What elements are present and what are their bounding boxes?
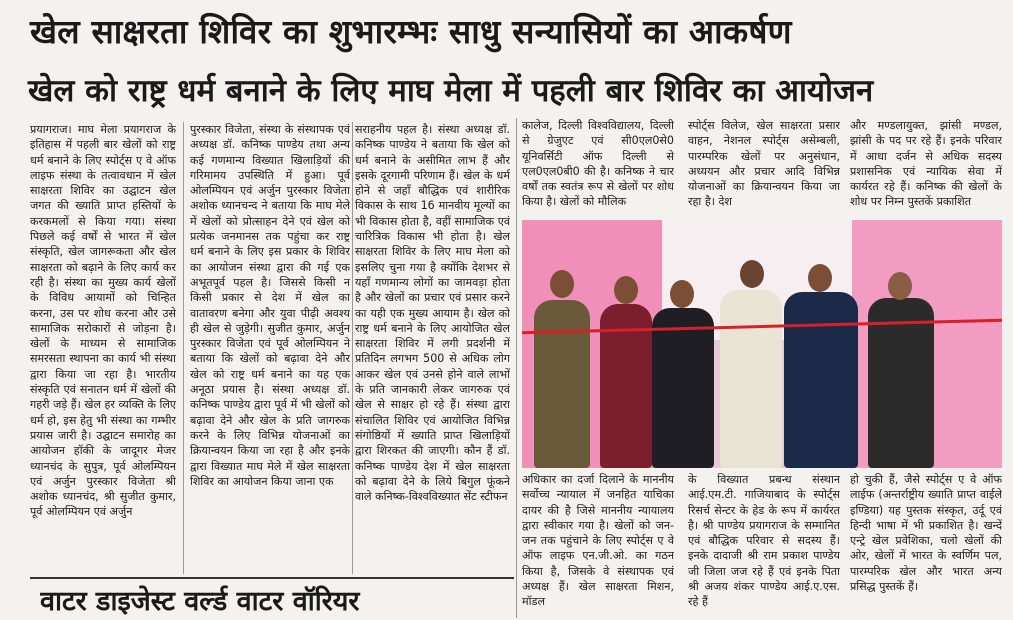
person-head — [550, 270, 574, 298]
column-text: प्रयागराज। माघ मेला प्रयागराज के इतिहास में पहली बार खेलों को राष्ट्र धर्म बनाने के लिए स्पोर्ट्स ए वे ऑफ लाइफ संस्था के तत्वावधान में खेल साक्षरता शिविर का उद्घाटन खेल जगत की ख्याति प्राप्त हस्तियों के करकमलों से किया गया। संस्था पिछले कई वर्षों से भारत में खेल संस्कृति, खेल जागरूकता और खेल साक्षरता को बढ़ाने के लिए कार्य कर रही है। संस्था का मुख्य कार्य खेलों के विविध आयामों को चिन्हित करना, उस पर शोध करना और उसे सामाजिक सरोकारों से जोड़ना है। खेलों के माध्यम से सामाजिक समरसता स्थापना का कार्य भी संस्था द्वारा किया जा रहा है। भारतीय संस्कृति एवं सनातन धर्म में खेलों की गहरी जड़े हैं। खेल हर व्यक्ति के लिए धर्म हो, इस हेतु भी संस्था का गम्भीर प्रयास जारी है। उद्घाटन समारोह का आयोजन हॉकी के जादूगर मेजर ध्यानचंद के सुपुत्र, पूर्व ओलम्पियन एवं अर्जुन पुरस्कार विजेता श्री अशोक ध्यानचंद, श्री सुजीत कुमार, पूर्व ओलम्पियन एवं अर्जुन — [30, 123, 176, 519]
column-text: कालेज, दिल्ली विश्वविद्यालय, दिल्ली से ग्रेजुएट एवं सी0एल0से0 यूनिवर्सिटी ऑफ दिल्ली से एल0एल0बी0 की है। कनिष्क ने चार वर्षों तक स्वतंत्र रूप से खेलों पर शोध किया है। खेलों को मौलिक — [522, 119, 674, 209]
column-text: सराहनीय पहल है। संस्था अध्यक्ष डॉ. कनिष्क पाण्डेय ने बताया कि खेल को धर्म बनाने के असीमित लाभ हैं और इसके दूरगामी परिणाम हैं। खेल के धर्म होने से जहाँ बौद्धिक एवं शारीरिक विकास के साथ 16 मानवीय मूल्यों का भी विकास होता है, वहीं सामाजिक एवं चारित्रिक विकास भी होता है। खेल साक्षरता शिविर के लिए माघ मेला को इसलिए चुना गया है क्योंकि देशभर से यहाँ गणमान्य लोगों का जामवड़ा होता है और खेलों का प्रचार एवं प्रसार करने का यही एक मुख्य आयाम है। खेल को राष्ट्र धर्म बनाने के लिए आयोजित खेल साक्षरता शिविर में लगी प्रदर्शनी में प्रतिदिन लगभग 500 से अधिक लोग आकर खेल एवं उनसे होने वाले लाभों के प्रति जानकारी लेकर जागरुक एवं खेल से साक्षर हो रहे हैं। संस्था द्वारा संचालित शिविर एवं आयोजित विभिन्न संगोष्ठियों में ख्याति प्राप्त खिलाड़ियों द्वारा शिरकत की जाएगी। कौन हैं डॉ. कनिष्क पाण्डेय देश में खेल साक्षरता को बढ़ावा देने के लिये बिगुल फूंकने वाले कनिष्क-विश्वविख्यात सेंट स्टीफन — [355, 123, 510, 504]
person-head — [740, 260, 764, 288]
sub-headline: खेल को राष्ट्र धर्म बनाने के लिए माघ मेला में पहली बार शिविर का आयोजन — [28, 73, 874, 109]
article-column-2 — [190, 122, 350, 574]
article-column-3 — [355, 122, 510, 574]
column-text: और मण्डलायुक्त, झांसी मण्डल, झांसी के पद पर रहे हैं। इनके परिवार में आधा दर्जन से अधिक सदस्य प्रशासनिक एवं न्यायिक सेवा में कार्यरत रहे हैं। कनिष्क की खेलों के शोध पर निम्न पुस्तकें प्रकाशित — [850, 119, 1002, 209]
person-head — [808, 264, 832, 292]
column-text: स्पोर्ट्स विलेज, खेल साक्षरता प्रसार वाहन, नेशनल स्पोर्ट्स असेम्बली, पारम्परिक खेलों पर अनुसंधान, अध्ययन और प्रचार आदि विभिन्न योजनाओं का क्रियान्वयन किया जा रहा है। देश — [688, 119, 840, 209]
article-column-1 — [30, 122, 176, 577]
article-column-5-top — [688, 118, 840, 214]
person-head — [670, 280, 694, 308]
person-silhouette — [652, 308, 714, 468]
column-text: हो चुकी हैं, जैसे स्पोर्ट्स ए वे ऑफ लाईफ (अन्तर्राष्ट्रीय ख्याति प्राप्त वाईले इण्डिया) यह पुस्तक संस्कृत, उर्दू एवं हिन्दी भाषा में भी प्रकाशित है। खन्दें एन्ट्रे खेल प्रवेशिका, चलो खेलों की ओर, खेलों में भारत के स्वर्णिम पल, पारम्परिक खेल और भारत अन्य प्रसिद्ध पुस्तकें हैं। — [850, 473, 1002, 594]
article-column-6-bottom — [850, 472, 1002, 620]
article-column-4-bottom — [522, 472, 674, 620]
article-column-5-bottom — [688, 472, 840, 620]
article-column-6-top — [850, 118, 1002, 214]
ribbon-cutting-photo — [522, 220, 1002, 468]
article-column-4-top — [522, 118, 674, 214]
next-article-headline: वाटर डाइजेस्ट वर्ल्ड वाटर वॉरियर — [40, 586, 360, 617]
column-text: अधिकार का दर्जा दिलाने के माननीय सर्वोच्च न्यायाल में जनहित याचिका दायर की है जिसे माननीय न्यायालय द्वारा स्वीकार गया है। खेलों को जन-जन तक पहुंचाने के लिए स्पोर्ट्स ए वे ऑफ लाइफ एन.जी.ओ. का गठन किया है, जिसके वे संस्थापक एवं अध्यक्ष हैं। खेल साक्षरता मिशन, मॉडल — [522, 473, 674, 609]
person-head — [888, 272, 912, 300]
person-silhouette — [784, 292, 858, 468]
column-text: के विख्यात प्रबन्ध संस्थान आई.एम.टी. गाजियाबाद के स्पोर्ट्स रिसर्च सेन्टर के हेड के रूप में कार्यरत है। श्री पाण्डेय प्रयागराज के सम्मानित एवं बौद्धिक परिवार से सदस्य हैं। इनके दादाजी श्री राम प्रकाश पाण्डेय जी जिला जज रहे हैं एवं इनके पिता श्री अजय शंकर पाण्डेय आई.ए.एस. रहे हैं — [688, 473, 840, 609]
section-divider — [30, 577, 514, 579]
person-silhouette — [534, 300, 590, 468]
column-text: पुरस्कार विजेता, संस्था के संस्थापक एवं अध्यक्ष डॉ. कनिष्क पाण्डेय तथा अन्य कई गणमान्य विख्यात खिलाड़ियों की गरिमामय उपस्थिति में हुआ। पूर्व ओलम्पियन एवं अर्जुन पुरस्कार विजेता अशोक ध्यानचन्द ने बताया कि माघ मेले में खेलों को प्रोत्साहन देने एवं खेल को प्रत्येक जनमानस तक पहुंचा कर राष्ट्र धर्म बनाने के लिए इस प्रकार के शिविर का आयोजन संस्था द्वारा की गई एक अभूतपूर्व पहल है। जिससे किसी न किसी प्रकार से देश में खेल का वातावरण बनेगा और युवा पीढ़ी अवश्य ही खेल से जुड़ेगी। सुजीत कुमार, अर्जुन पुरस्कार विजेता एवं पूर्व ओलम्पियन ने बताया कि खेलों को बढ़ावा देने और खेल को राष्ट्र धर्म बनाने का यह एक अनूठा प्रयास है। संस्था अध्यक्ष डॉ. कनिष्क पाण्डेय द्वारा पूर्व में भी खेलों को बढ़ावा देने और खेल के प्रति जागरुक करने के लिए विभिन्न योजनाओं का क्रियान्वयन किया जा रहा है और इनके द्वारा विख्यात माघ मेले में खेल साक्षरता शिविर का आयोजन किया जाना एक — [190, 123, 350, 488]
person-head — [614, 276, 638, 304]
person-silhouette — [720, 290, 782, 468]
column-rule — [516, 118, 517, 618]
column-rule — [183, 122, 184, 574]
main-headline: खेल साक्षरता शिविर का शुभारम्भः साधु सन्यासियों का आकर्षण — [30, 12, 792, 51]
column-rule — [352, 122, 353, 574]
